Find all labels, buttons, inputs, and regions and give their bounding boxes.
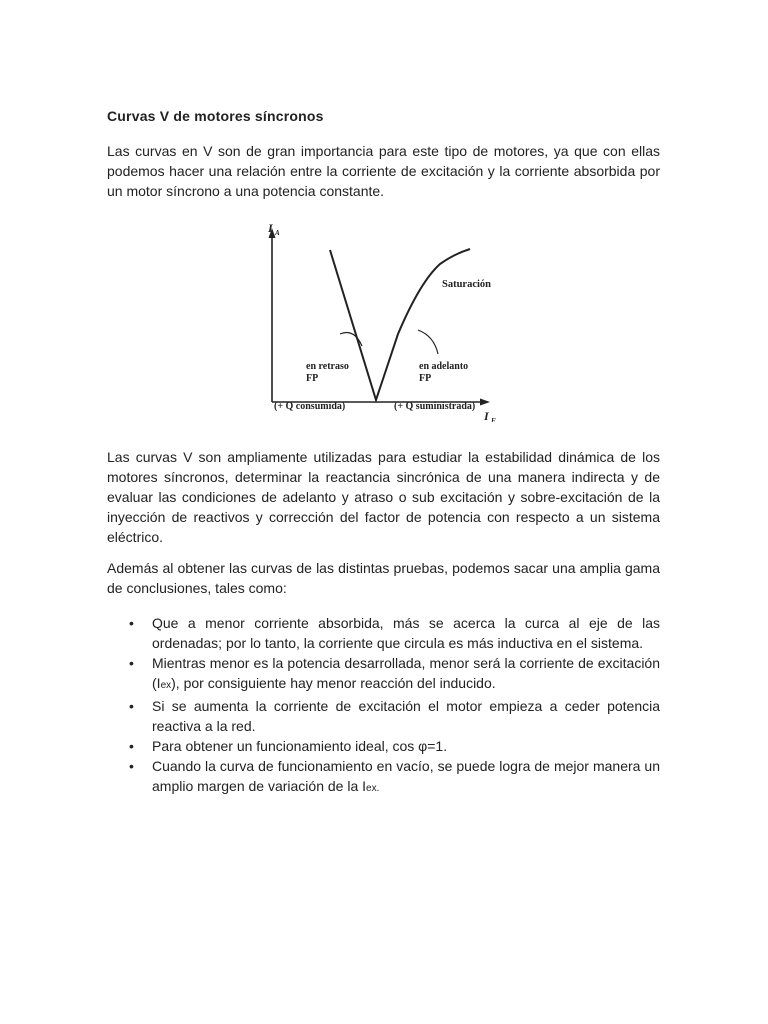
bullet-text: Que a menor corriente absorbida, más se acerca la curca al eje de las ordenadas; por lo tanto, la corriente que circula es más inductiva en el sistema.	[152, 615, 660, 651]
left-label-line1: en retraso	[306, 361, 349, 372]
right-bottom-label: (+ Q suministrada)	[394, 401, 476, 412]
saturation-label: Saturación	[442, 279, 492, 290]
y-axis-sub: A	[275, 229, 280, 237]
conclusions-list	[107, 613, 660, 799]
left-label-line2: FP	[306, 373, 319, 384]
list-item	[107, 756, 660, 799]
list-item	[107, 696, 660, 736]
bullet-subscript: ex	[160, 680, 172, 691]
bullet-text: Cuando la curva de funcionamiento en vacío, se puede logra de mejor manera un amplio margen de variación de la I	[152, 758, 660, 794]
right-label-line1: en adelanto	[419, 361, 469, 372]
paragraph-applications: Las curvas V son ampliamente utilizadas para estudiar la estabilidad dinámica de los motores síncronos, determinar la reactancia sincrónica de una manera indirecta y de evaluar las condiciones de adelanto y atraso o sub excitación y sobre-excitación de la inyección de reactivos y corrección del factor de potencia con respecto a un sistema eléctrico.	[107, 449, 660, 545]
paragraph-conclusions-intro: Además al obtener las curvas de las distintas pruebas, podemos sacar una amplia gama de conclusiones, tales como:	[107, 560, 660, 596]
intro-paragraph: Las curvas en V son de gran importancia para este tipo de motores, ya que con ellas podemos hacer una relación entre la corriente de excitación y la corriente absorbida por un motor síncrono a una potencia constante.	[107, 143, 660, 199]
y-axis-label: I	[268, 221, 273, 235]
bullet-text: Para obtener un funcionamiento ideal, cos φ=1.	[152, 738, 448, 754]
bullet-subscript: ex.	[366, 783, 380, 794]
v-curve-figure	[258, 212, 508, 422]
list-item	[107, 736, 660, 756]
right-label-line2: FP	[419, 373, 432, 384]
document-title: Curvas V de motores síncronos	[107, 108, 324, 124]
bullet-text: Mientras menor es la potencia desarrollada, menor será la corriente de excitación (I	[152, 655, 660, 691]
list-item	[107, 613, 660, 653]
left-bottom-label: (+ Q consumida)	[274, 401, 346, 412]
bullet-text: Si se aumenta la corriente de excitación el motor empieza a ceder potencia reactiva a la red.	[152, 698, 660, 734]
x-axis-sub: F	[491, 417, 496, 422]
list-item	[107, 653, 660, 696]
bullet-text-after: ), por consiguiente hay menor reacción del inducido.	[171, 675, 496, 691]
x-axis-label: I	[484, 409, 489, 422]
